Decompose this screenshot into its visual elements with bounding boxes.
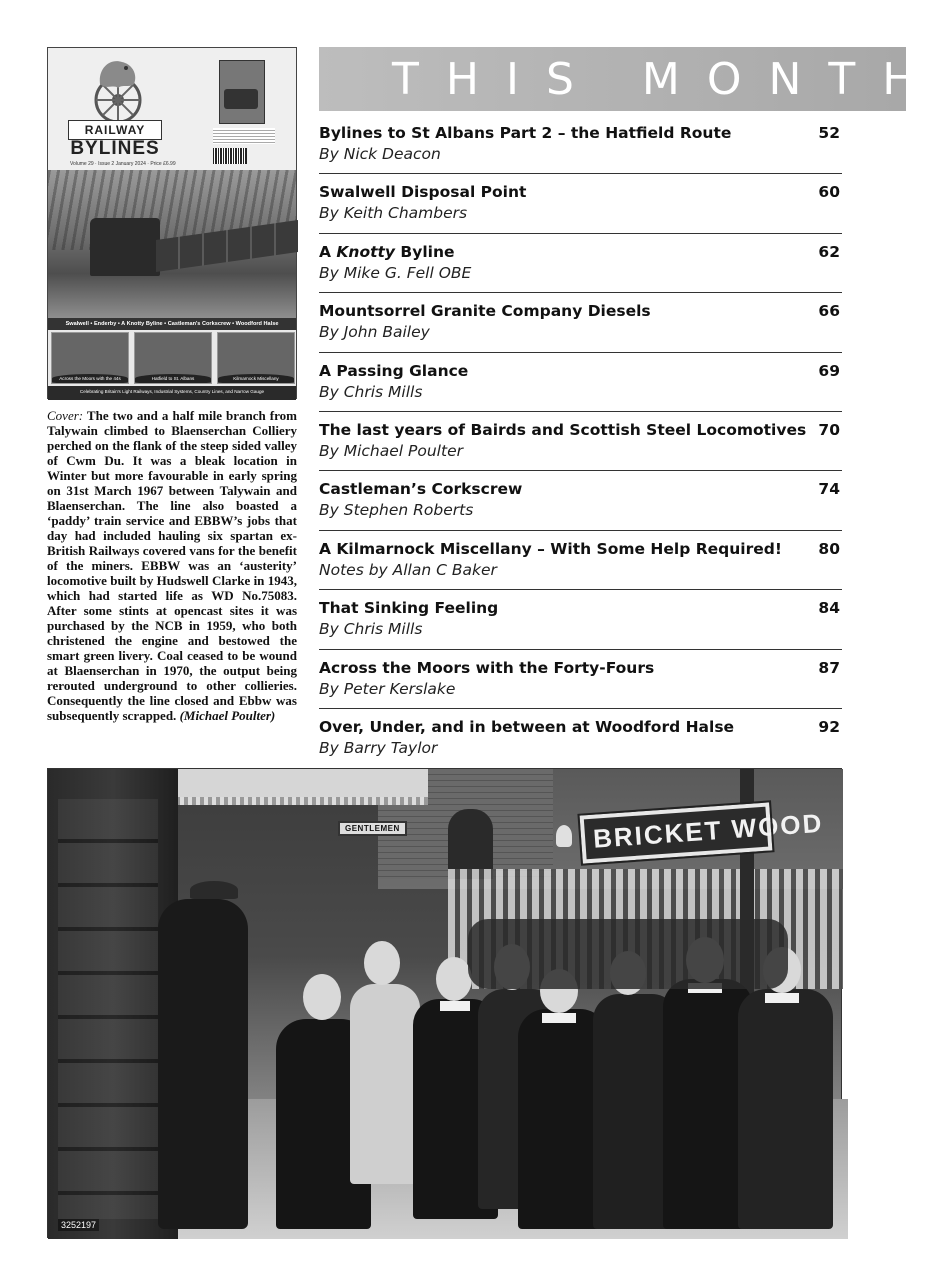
barcode-icon (213, 148, 247, 164)
entry-author: By John Bailey (319, 323, 430, 342)
entry-page-number: 80 (818, 539, 840, 558)
entry-author: By Mike G. Fell OBE (319, 263, 472, 282)
entry-page-number: 62 (818, 242, 840, 261)
entry-title: Over, Under, and in between at Woodford Halse (319, 717, 735, 736)
contents-entry[interactable] (319, 709, 842, 768)
contents-entry[interactable] (319, 650, 842, 709)
gentlemen-sign: GENTLEMEN (338, 821, 407, 836)
entry-author: By Peter Kerslake (319, 679, 456, 698)
boy-figure (350, 984, 420, 1184)
cover-tagline: Celebrating Britain's Light Railways, Industrial Systems, Country Lines, and Narrow Gauge (48, 386, 296, 400)
entry-page-number: 74 (818, 480, 840, 499)
entry-page-number: 52 (818, 124, 840, 142)
entry-title: A Passing Glance (319, 361, 469, 380)
entry-page-number: 92 (818, 717, 840, 736)
crowd-back-row (468, 919, 788, 989)
cover-thumb (134, 332, 212, 384)
page-title: THIS MONTH (392, 54, 942, 105)
entry-title: Bylines to St Albans Part 2 – the Hatfield Route (319, 124, 732, 142)
entry-author: By Stephen Roberts (319, 501, 474, 520)
locomotive-icon (90, 218, 160, 276)
entry-title-prefix: A (319, 242, 337, 261)
entry-title: Mountsorrel Granite Company Diesels (319, 302, 651, 321)
cover-inset-photo (219, 60, 265, 124)
cover-thumb-caption: Across the Moors with the 44s (52, 374, 128, 383)
contents-entry[interactable] (319, 590, 842, 649)
entry-page-number: 69 (818, 361, 840, 380)
entry-title: A Kilmarnock Miscellany – With Some Help Required! (319, 539, 782, 558)
cover-thumb-caption: Kilmarnock Miscellany (218, 374, 294, 383)
contents-entry[interactable] (319, 412, 842, 471)
caption-body: The two and a half mile branch from Talywain climbed to Blaenserchan Colliery perched on the flank of the steep sided valley of Cwm Du. It was a bleak location in Winter but more favourable in early spring on 31st March 1967 between Talywain and Blaenserchan. The line also boasted a ‘paddy’ train service and EBBW’s jobs that day had included hauling six spartan ex-British Railways covered vans for the benefit of the miners. EBBW was an ‘austerity’ locomotive built by Hudswell Clarke in 1943, which had started life as WD No.75083. After some stints at opencast sites it was purchased by the NCB in 1959, who both christened the engine and bestowed the smart green livery. Coal ceased to be wound at Blaenserchan in 1970, the output being rerouted underground to other collieries. Consequently the line closed and Ebbw was subsequently scrapped. (47, 408, 297, 723)
contents-list (319, 115, 842, 768)
entry-page-number: 60 (818, 183, 840, 202)
entry-page-number: 87 (818, 658, 840, 677)
caption-lead: Cover: (47, 408, 84, 423)
porter-figure (158, 899, 248, 1229)
entry-page-number: 66 (818, 302, 840, 321)
entry-author: By Barry Taylor (319, 738, 438, 757)
cover-logo-railway: RAILWAY (68, 120, 162, 140)
lion-emblem-icon (70, 54, 162, 124)
boy-figure (738, 989, 833, 1229)
cover-thumbnails (51, 332, 295, 384)
contents-entry[interactable] (319, 531, 842, 590)
contents-entry[interactable] (319, 174, 842, 233)
cover-logo-bylines: BYLINES (70, 138, 160, 159)
entry-author: Notes by Allan C Baker (319, 560, 497, 579)
photo-stamp: 3252197 (58, 1219, 99, 1231)
entry-title: Castleman’s Corkscrew (319, 480, 523, 499)
contents-entry[interactable] (319, 234, 842, 293)
entry-title: That Sinking Feeling (319, 599, 499, 618)
entry-title-suffix: Byline (395, 242, 455, 261)
contents-entry[interactable] (319, 115, 842, 174)
cover-masthead (48, 48, 296, 170)
entry-page-number: 70 (818, 420, 840, 439)
magazine-cover (47, 47, 297, 399)
cover-issue-line: Volume 29 · Issue 2 January 2024 · Price £6.99 (70, 161, 176, 167)
caption-credit: (Michael Poulter) (179, 708, 276, 723)
cover-main-photo (48, 170, 296, 318)
station-photo (47, 768, 842, 1238)
entry-title (319, 243, 789, 261)
cover-thumb (51, 332, 129, 384)
entry-author: By Chris Mills (319, 382, 423, 401)
cover-thumb (217, 332, 295, 384)
cover-strip: Swalwell • Enderby • A Knotty Byline • Castleman's Corkscrew • Woodford Halse (48, 318, 296, 330)
contents-entry[interactable] (319, 353, 842, 412)
entry-title-italic: Knotty (336, 242, 396, 261)
entry-page-number: 84 (818, 599, 840, 618)
lamp-icon (556, 825, 572, 847)
entry-title: The last years of Bairds and Scottish Steel Locomotives (319, 420, 807, 439)
cover-thumb-caption: Hatfield to St. Albans (135, 374, 211, 383)
entry-title: Across the Moors with the Forty-Fours (319, 658, 655, 677)
entry-author: By Keith Chambers (319, 204, 468, 223)
cover-small-print (213, 128, 275, 144)
contents-entry[interactable] (319, 471, 842, 530)
cover-caption (47, 408, 297, 723)
contents-entry[interactable] (319, 293, 842, 352)
entry-author: By Michael Poulter (319, 441, 463, 460)
entry-author: By Nick Deacon (319, 145, 441, 163)
entry-author: By Chris Mills (319, 620, 423, 639)
station-name-sign: BRICKET WOOD (580, 802, 773, 863)
entry-title: Swalwell Disposal Point (319, 183, 527, 202)
